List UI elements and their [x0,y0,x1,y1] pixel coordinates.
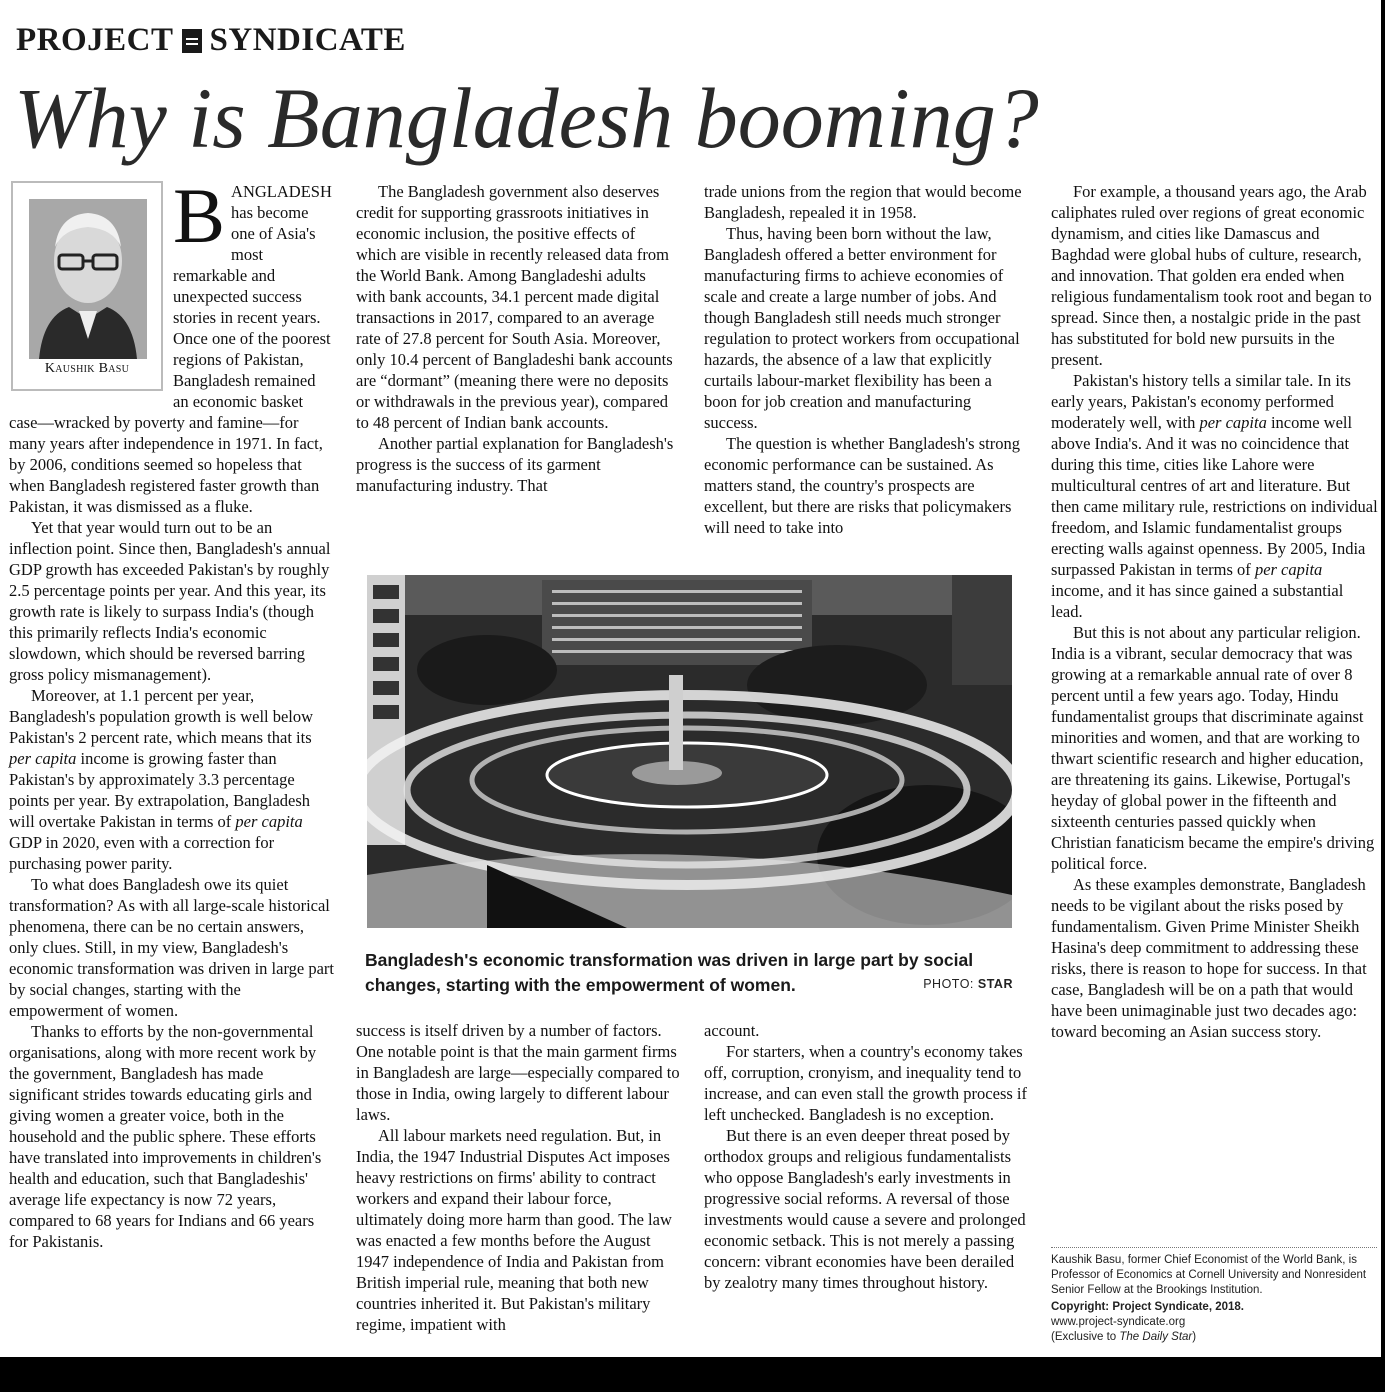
website-url: www.project-syndicate.org [1051,1316,1186,1328]
right-edge-bar [1381,0,1385,1392]
author-box [11,181,163,391]
paragraph: Thus, having been born without the law, Bangladesh offered a better environment for manufacturing firms to achieve economies of scale and create a large number of jobs. And though Bangladesh still needs much stronger regulation to protect workers from occupational hazards, the absence of a law that explicitly curtails labour-market flexibility has been a boon for job creation and manufacturing success. [704,224,1020,432]
column-3-top [704,181,1028,538]
column-4 [1051,181,1379,1042]
photo-credit: PHOTO: STAR [923,977,1013,991]
bio-text: Kaushik Basu, former Chief Economist of the World Bank, is Professor of Economics at Cornell University and Nonresident Senior Fellow at the Brookings Institution. [1051,1254,1367,1296]
masthead-right: SYNDICATE [209,22,406,58]
exclusive-note: (Exclusive to The Daily Star) [1051,1331,1197,1343]
paragraph: BANGLADESH has become one of Asia's most remarkable and unexpected success stories in recent years. Once one of the poorest regions of Pakistan, Bangladesh remained an economic basket case—wracked by poverty and famine—for many years after independence in 1971. In fact, by 2006, conditions seemed so hopeless that when Bangladesh registered faster growth than Pakistan, it was dismissed as a fluke. [9,172,332,516]
paragraph: To what does Bangladesh owe its quiet transformation? As with all large-scale historical phenomena, there can be no certain answers, only clues. Still, in my view, Bangladesh's economic transformation was driven in large part by social changes, starting with the empowerment of women. [9,875,335,1020]
paragraph: As these examples demonstrate, Bangladesh needs to be vigilant about the risks posed by fundamentalism. Given Prime Minister Sheikh Hasina's deep commitment to addressing these risks, there is reason to hope for success. In that case, Bangladesh will be on a path that would have been unimaginable just two decades ago: toward becoming an Asian success story. [1051,875,1367,1041]
masthead-left: PROJECT [16,22,174,58]
article-photo [367,575,1012,928]
paragraph: Thanks to efforts by the non-governmental organisations, along with more recent work by the government, Bangladesh has made significant strides towards educating girls and giving women a greater voice, both in the household and the public sphere. These efforts have translated into improvements in children's health and education, such that Bangladeshis' average life expectancy is now 72 years, compared to 68 years for Indians and 66 years for Pakistanis. [9,1022,322,1251]
paragraph: Moreover, at 1.1 percent per year, Bangladesh's population growth is well below Pakistan's 2 percent rate, which means that its per capita income is growing faster than Pakistan's by approximately 3.3 percentage points per year. By extrapolation, Bangladesh will overtake Pakistan in terms of per capita GDP in 2020, even with a correction for purchasing power parity. [9,686,314,873]
author-portrait-icon [29,199,147,359]
paragraph: The Bangladesh government also deserves credit for supporting grassroots initiatives in economic inclusion, the positive effects of which are visible in recently released data from the World Bank. Among Bangladeshi adults with bank accounts, 34.1 percent made digital transactions in 2017, compared to an average rate of 27.8 percent for South Asia. Moreover, only 10.4 percent of Bangladeshi bank accounts are “dormant” (meaning there were no deposits or withdrawals in the previous year), compared to 48 percent of Indian bank accounts. [356,182,673,432]
column-2-bottom [356,1020,680,1335]
paragraph: Pakistan's history tells a similar tale. In its early years, Pakistan's economy performed moderately well, with per capita income well above India's. And it was no coincidence that during this time, cities like Lahore were multicultural centres of art and literature. But then came military rule, restrictions on individual freedom, and Islamic fundamentalist groups erecting walls against openness. By 2005, India surpassed Pakistan in terms of per capita income, and it has since gained a substantial lead. [1051,371,1378,621]
bottom-bar [0,1357,1385,1392]
masthead [16,22,406,59]
photo-caption: Bangladesh's economic transformation was driven in large part by social changes, starting with the empowerment of women. [365,950,974,995]
paragraph: Another partial explanation for Bangladesh's progress is the success of its garment manufacturing industry. That [356,434,674,495]
paragraph: For starters, when a country's economy takes off, corruption, cronyism, and inequality tend to increase, and can even stall the growth process if left unchecked. Bangladesh is no exception. [704,1042,1027,1124]
paragraph: account. [704,1021,760,1040]
author-name: Kaushik Basu [44,361,130,376]
paragraph: But there is an even deeper threat posed by orthodox groups and religious fundamentalists who oppose Bangladesh's early investments in progressive social reforms. A reversal of those investments would cause a severe and prolonged economic setback. This is not merely a passing concern: vibrant economies have been derailed by zealotry many times throughout history. [704,1126,1026,1292]
syndicate-logo-icon [182,29,202,53]
city-roundabout-icon [367,575,1012,928]
paragraph: All labour markets need regulation. But, in India, the 1947 Industrial Disputes Act imposes heavy restrictions on firms' ability to contract workers and expand their labour force, ultimately doing more harm than good. The law was enacted a few months before the August 1947 independence of India and Pakistan from British imperial rule, meaning that both new countries inherited it. But Pakistan's military regime, impatient with [356,1126,672,1334]
paragraph: success is itself driven by a number of factors. One notable point is that the main garment firms in Bangladesh are large—especially compared to those in India, owing largely to different labour laws. [356,1021,680,1124]
paragraph: But this is not about any particular religion. India is a vibrant, secular democracy that was growing at a remarkable annual rate of over 8 percent until a few years ago. Today, Hindu fundamentalist groups that discriminate against minorities and women, and that are working to thwart scientific research and higher education, are threatening its gains. Likewise, Portugal's heyday of global power in the fifteenth and sixteenth centuries passed quickly when Christian fanaticism became the empire's driving political force. [1051,623,1375,873]
dropcap: B [173,172,226,259]
author-bio [1051,1247,1377,1345]
paragraph: For example, a thousand years ago, the Arab caliphates ruled over regions of great economic dynamism, and cities like Damascus and Baghdad were global hubs of culture, research, and innovation. That golden era ended when religious fundamentalism took root and began to spread. Since then, a nostalgic pride in the past has substituted for bold new pursuits in the present. [1051,182,1372,369]
paragraph: The question is whether Bangladesh's strong economic performance can be sustained. As matters stand, the country's prospects are excellent, but there are risks that policymakers will need to take into [704,434,1020,537]
column-2-top [356,181,678,496]
copyright: Copyright: Project Syndicate, 2018. [1051,1301,1245,1313]
column-3-bottom [704,1020,1030,1293]
paragraph: Yet that year would turn out to be an inflection point. Since then, Bangladesh's annual GDP growth has exceeded Pakistan's by roughly 2.5 percentage points per year. And this year, its growth rate is likely to surpass India's (though this primarily reflects India's economic slowdown, which should be reversed barring gross policy mismanagement). [9,518,331,684]
column-1 [9,172,335,1252]
paragraph: trade unions from the region that would become Bangladesh, repealed it in 1958. [704,182,1022,222]
headline: Why is Bangladesh booming? [14,70,1039,166]
author-photo [29,199,147,359]
